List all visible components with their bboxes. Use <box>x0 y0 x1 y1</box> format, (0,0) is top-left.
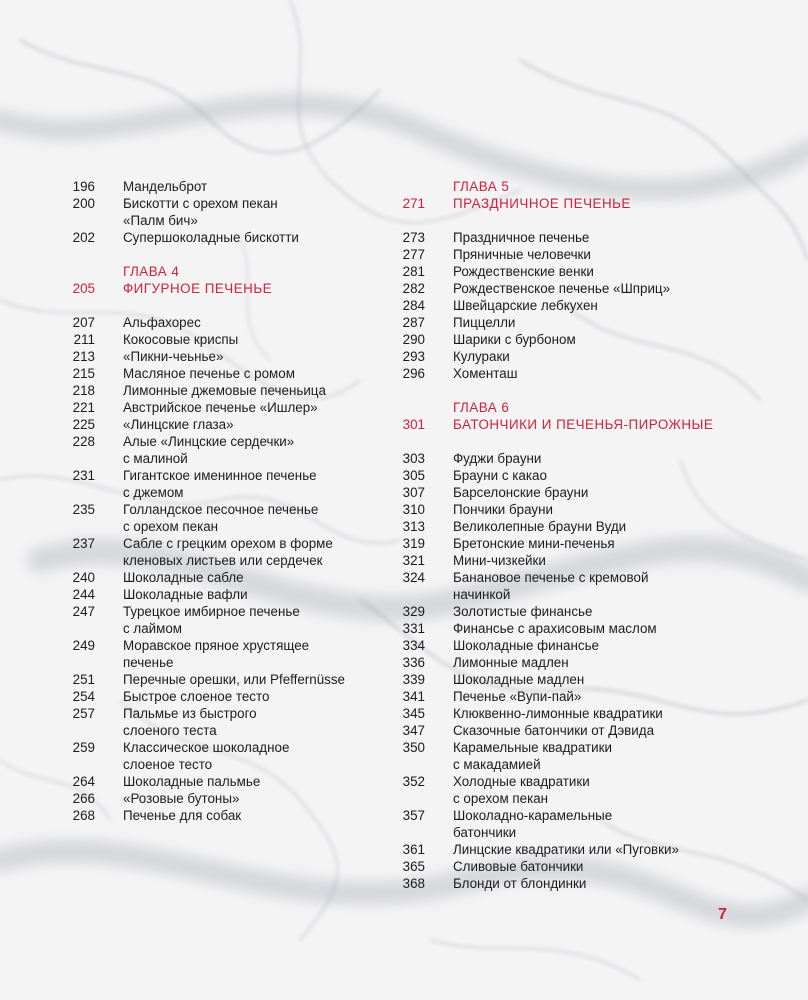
entry-title-line: с орехом пекан <box>123 519 219 534</box>
entry-title-line: «Линцские глаза» <box>123 417 234 432</box>
chapter-label: ГЛАВА 6 <box>453 400 510 415</box>
entry-title <box>453 297 722 314</box>
toc-entry <box>62 348 392 365</box>
entry-title-line: печенье <box>123 655 174 670</box>
entry-title-line: Австрийское печенье «Ишлер» <box>123 400 318 415</box>
entry-title-line: Шоколадные финансье <box>453 638 599 653</box>
entry-page-number: 339 <box>402 672 425 687</box>
entry-title-line: Перечные орешки, или Pfeffernüsse <box>123 672 345 687</box>
entry-title <box>123 603 392 637</box>
entry-page-number: 251 <box>72 672 95 687</box>
entry-page-number: 257 <box>72 706 95 721</box>
toc-entry <box>62 688 392 705</box>
chapter-heading <box>62 280 392 297</box>
entry-title <box>453 450 722 467</box>
toc-entry <box>62 739 392 773</box>
entry-page-number: 277 <box>402 247 425 262</box>
toc-entry <box>392 331 722 348</box>
entry-page-number: 319 <box>402 536 425 551</box>
entry-page-number: 310 <box>402 502 425 517</box>
entry-title-line: Пряничные человечки <box>453 247 591 262</box>
entry-title <box>453 654 722 671</box>
toc-entry <box>62 229 392 246</box>
entry-title <box>123 331 392 348</box>
chapter-page-number: 205 <box>72 281 95 296</box>
entry-title-line: с лаймом <box>123 621 183 636</box>
toc-entry <box>392 552 722 569</box>
toc-entry <box>392 773 722 807</box>
toc-entry <box>392 348 722 365</box>
toc-entry <box>392 484 722 501</box>
entry-title-line: «Пикни-чеьнье» <box>123 349 224 364</box>
entry-title-line: Алые «Линцские сердечки» <box>123 434 295 449</box>
entry-page-number: 329 <box>402 604 425 619</box>
entry-title <box>453 246 722 263</box>
entry-title-line: Рождественские венки <box>453 264 594 279</box>
entry-title <box>123 807 392 824</box>
entry-page-number: 237 <box>72 536 95 551</box>
entry-title-line: Барселонские брауни <box>453 485 589 500</box>
toc-entry <box>62 195 392 229</box>
toc-list <box>392 450 722 892</box>
entry-title <box>123 399 392 416</box>
entry-title-line: «Палм бич» <box>123 213 198 228</box>
entry-title <box>123 178 392 195</box>
entry-title <box>453 552 722 569</box>
chapter-label: ГЛАВА 5 <box>453 179 510 194</box>
entry-title-line: Гигантское именинное печенье <box>123 468 317 483</box>
entry-title-line: Альфахорес <box>123 315 201 330</box>
entry-title <box>123 586 392 603</box>
entry-title <box>453 671 722 688</box>
toc-entry <box>62 501 392 535</box>
entry-page-number: 254 <box>72 689 95 704</box>
entry-title-line: Великолепные брауни Вуди <box>453 519 627 534</box>
chapter-heading <box>392 416 722 433</box>
entry-page-number: 259 <box>72 740 95 755</box>
entry-title-line: Супершоколадные бискотти <box>123 230 299 245</box>
entry-page-number: 341 <box>402 689 425 704</box>
toc-entry <box>392 314 722 331</box>
entry-title-line: Голландское песочное печенье <box>123 502 319 517</box>
toc-entry <box>62 365 392 382</box>
entry-title <box>123 348 392 365</box>
entry-page-number: 361 <box>402 842 425 857</box>
entry-page-number: 324 <box>402 570 425 585</box>
toc-entry <box>392 603 722 620</box>
toc-entry <box>62 807 392 824</box>
entry-title-line: кленовых листьев или сердечек <box>123 553 323 568</box>
entry-page-number: 202 <box>72 230 95 245</box>
entry-title-line: Пальмье из быстрого <box>123 706 257 721</box>
entry-title <box>123 790 392 807</box>
entry-title-line: Бретонские мини-печенья <box>453 536 615 551</box>
toc-entry <box>392 518 722 535</box>
entry-title-line: слоеного теста <box>123 723 217 738</box>
entry-title-line: Шарики с бурбоном <box>453 332 576 347</box>
entry-title <box>123 688 392 705</box>
entry-title-line: Лимонные мадлен <box>453 655 569 670</box>
toc-entry <box>392 280 722 297</box>
chapter-page-number: 301 <box>402 417 425 432</box>
toc-entry <box>62 178 392 195</box>
toc-entry <box>62 790 392 807</box>
entry-page-number: 282 <box>402 281 425 296</box>
entry-title-line: Шоколадные вафли <box>123 587 248 602</box>
chapter-heading <box>392 195 722 212</box>
entry-title <box>453 722 722 739</box>
entry-title <box>453 705 722 722</box>
toc-entry <box>392 229 722 246</box>
entry-page-number: 266 <box>72 791 95 806</box>
entry-title <box>453 620 722 637</box>
toc-entry <box>392 722 722 739</box>
entry-page-number: 281 <box>402 264 425 279</box>
entry-title <box>453 739 722 773</box>
entry-title-line: слоеное тесто <box>123 757 213 772</box>
toc-entry <box>392 501 722 518</box>
entry-page-number: 331 <box>402 621 425 636</box>
entry-title-line: Печенье «Вупи-пай» <box>453 689 582 704</box>
toc-entry <box>62 603 392 637</box>
toc-entry <box>392 858 722 875</box>
entry-title <box>123 433 392 467</box>
toc-entry <box>392 705 722 722</box>
entry-title-line: батончики <box>453 825 517 840</box>
entry-title <box>123 195 392 229</box>
entry-page-number: 293 <box>402 349 425 364</box>
toc-entry <box>62 416 392 433</box>
entry-title-line: Банановое печенье с кремовой <box>453 570 649 585</box>
entry-title <box>453 518 722 535</box>
chapter-title: БАТОНЧИКИ И ПЕЧЕНЬЯ-ПИРОЖНЫЕ <box>453 417 714 432</box>
entry-page-number: 207 <box>72 315 95 330</box>
entry-page-number: 221 <box>72 400 95 415</box>
entry-title <box>123 671 392 688</box>
entry-title-line: с малиной <box>123 451 188 466</box>
entry-title <box>123 569 392 586</box>
toc-entry <box>62 535 392 569</box>
entry-title <box>453 331 722 348</box>
entry-title-line: Праздничное печенье <box>453 230 590 245</box>
entry-title-line: Швейцарские лебкухен <box>453 298 598 313</box>
chapter-title: ПРАЗДНИЧНОЕ ПЕЧЕНЬЕ <box>453 196 631 211</box>
entry-page-number: 231 <box>72 468 95 483</box>
entry-page-number: 365 <box>402 859 425 874</box>
entry-page-number: 215 <box>72 366 95 381</box>
entry-page-number: 200 <box>72 196 95 211</box>
toc-list <box>62 314 392 824</box>
toc-entry <box>62 637 392 671</box>
entry-page-number: 284 <box>402 298 425 313</box>
entry-title <box>453 484 722 501</box>
toc-entry <box>392 569 722 603</box>
toc-entry <box>62 569 392 586</box>
entry-page-number: 247 <box>72 604 95 619</box>
entry-title <box>123 501 392 535</box>
toc-entry <box>392 263 722 280</box>
entry-title <box>123 314 392 331</box>
entry-title-line: Пончики брауни <box>453 502 553 517</box>
entry-page-number: 334 <box>402 638 425 653</box>
entry-title <box>453 263 722 280</box>
toc-entry <box>62 705 392 739</box>
toc-entry <box>392 841 722 858</box>
entry-page-number: 336 <box>402 655 425 670</box>
entry-title-line: Блонди от блондинки <box>453 876 587 891</box>
entry-title <box>453 535 722 552</box>
toc-entry <box>62 433 392 467</box>
entry-title <box>453 569 722 603</box>
entry-page-number: 268 <box>72 808 95 823</box>
entry-page-number: 357 <box>402 808 425 823</box>
entry-title-line: с орехом пекан <box>453 791 549 806</box>
entry-title <box>453 637 722 654</box>
entry-title-line: Фуджи брауни <box>453 451 542 466</box>
toc-entry <box>62 586 392 603</box>
toc-entry <box>392 637 722 654</box>
entry-page-number: 218 <box>72 383 95 398</box>
entry-page-number: 368 <box>402 876 425 891</box>
entry-title-line: начинкой <box>453 587 511 602</box>
entry-title-line: Рождественское печенье «Шприц» <box>453 281 671 296</box>
entry-title-line: Масляное печенье с ромом <box>123 366 295 381</box>
left-column <box>62 178 392 824</box>
entry-title-line: Шоколадные сабле <box>123 570 244 585</box>
entry-page-number: 264 <box>72 774 95 789</box>
toc-entry <box>62 382 392 399</box>
toc-entry <box>392 450 722 467</box>
toc-entry <box>392 739 722 773</box>
chapter-page-number: 271 <box>402 196 425 211</box>
entry-title <box>123 739 392 773</box>
entry-title <box>123 467 392 501</box>
toc-list <box>392 229 722 382</box>
entry-title-line: Шоколадные пальмье <box>123 774 261 789</box>
chapter-label: ГЛАВА 4 <box>123 264 180 279</box>
entry-title-line: с макадамией <box>453 757 541 772</box>
entry-title-line: Шоколадные мадлен <box>453 672 585 687</box>
entry-title-line: Сливовые батончики <box>453 859 584 874</box>
entry-title <box>453 807 722 841</box>
toc-entry <box>62 331 392 348</box>
entry-title-line: «Розовые бутоны» <box>123 791 240 806</box>
toc-entry <box>62 671 392 688</box>
entry-page-number: 244 <box>72 587 95 602</box>
entry-page-number: 249 <box>72 638 95 653</box>
toc-entry <box>392 535 722 552</box>
entry-page-number: 352 <box>402 774 425 789</box>
entry-title <box>123 382 392 399</box>
entry-page-number: 287 <box>402 315 425 330</box>
entry-title-line: Бискотти с орехом пекан <box>123 196 278 211</box>
toc-entry <box>392 688 722 705</box>
entry-page-number: 273 <box>402 230 425 245</box>
entry-page-number: 307 <box>402 485 425 500</box>
entry-title-line: с джемом <box>123 485 184 500</box>
toc-entry <box>392 875 722 892</box>
entry-title-line: Кулураки <box>453 349 510 364</box>
toc-entry <box>392 671 722 688</box>
entry-page-number: 313 <box>402 519 425 534</box>
entry-page-number: 296 <box>402 366 425 381</box>
entry-title-line: Быстрое слоеное тесто <box>123 689 270 704</box>
entry-title-line: Золотистые финансье <box>453 604 593 619</box>
entry-title <box>453 280 722 297</box>
entry-title-line: Брауни с какао <box>453 468 547 483</box>
entry-title <box>453 603 722 620</box>
entry-page-number: 225 <box>72 417 95 432</box>
entry-page-number: 228 <box>72 434 95 449</box>
toc-entry <box>392 654 722 671</box>
entry-title <box>453 875 722 892</box>
entry-page-number: 235 <box>72 502 95 517</box>
entry-title-line: Сабле с грецким орехом в форме <box>123 536 333 551</box>
toc-entry <box>62 399 392 416</box>
entry-title <box>453 348 722 365</box>
entry-title <box>453 858 722 875</box>
entry-page-number: 305 <box>402 468 425 483</box>
entry-title <box>123 416 392 433</box>
entry-title <box>123 535 392 569</box>
toc-entry <box>62 314 392 331</box>
entry-title-line: Классическое шоколадное <box>123 740 290 755</box>
entry-title-line: Мандельброт <box>123 179 208 194</box>
entry-title <box>453 467 722 484</box>
toc-entry <box>392 467 722 484</box>
entry-title <box>453 773 722 807</box>
entry-title-line: Кокосовые криспы <box>123 332 239 347</box>
entry-title-line: Пиццелли <box>453 315 516 330</box>
entry-title-line: Карамельные квадратики <box>453 740 612 755</box>
entry-page-number: 240 <box>72 570 95 585</box>
entry-title <box>123 637 392 671</box>
entry-page-number: 321 <box>402 553 425 568</box>
entry-page-number: 211 <box>73 332 95 347</box>
entry-title-line: Печенье для собак <box>123 808 242 823</box>
entry-title-line: Хоменташ <box>453 366 518 381</box>
entry-page-number: 213 <box>72 349 95 364</box>
entry-title <box>453 365 722 382</box>
toc-entry <box>392 807 722 841</box>
entry-page-number: 345 <box>402 706 425 721</box>
page-number: 7 <box>718 906 727 923</box>
entry-title-line: Холодные квадратики <box>453 774 590 789</box>
entry-title <box>453 688 722 705</box>
entry-title <box>453 501 722 518</box>
toc-entry <box>392 620 722 637</box>
toc-entry <box>62 467 392 501</box>
entry-title-line: Моравское пряное хрустящее <box>123 638 310 653</box>
entry-title-line: Линцские квадратики или «Пуговки» <box>453 842 679 857</box>
entry-title-line: Сказочные батончики от Дэвида <box>453 723 655 738</box>
toc-entry <box>62 773 392 790</box>
entry-title <box>123 773 392 790</box>
entry-title-line: Мини-чизкейки <box>453 553 546 568</box>
entry-page-number: 350 <box>402 740 425 755</box>
toc-entry <box>392 365 722 382</box>
entry-page-number: 347 <box>402 723 425 738</box>
entry-title-line: Клюквенно-лимонные квадратики <box>453 706 663 721</box>
toc-entry <box>392 297 722 314</box>
chapter-title: ФИГУРНОЕ ПЕЧЕНЬЕ <box>123 281 273 296</box>
entry-title <box>453 841 722 858</box>
entry-title <box>123 705 392 739</box>
entry-page-number: 303 <box>402 451 425 466</box>
entry-title-line: Турецкое имбирное печенье <box>123 604 300 619</box>
entry-title <box>453 229 722 246</box>
right-column <box>392 178 722 892</box>
entry-page-number: 290 <box>402 332 425 347</box>
entry-title <box>453 314 722 331</box>
entry-title <box>123 229 392 246</box>
entry-title <box>123 365 392 382</box>
toc-entry <box>392 246 722 263</box>
toc-list <box>62 178 392 246</box>
entry-title-line: Лимонные джемовые печеньица <box>123 383 326 398</box>
entry-title-line: Финансье с арахисовым маслом <box>453 621 657 636</box>
entry-title-line: Шоколадно-карамельные <box>453 808 613 823</box>
entry-page-number: 196 <box>72 179 95 194</box>
